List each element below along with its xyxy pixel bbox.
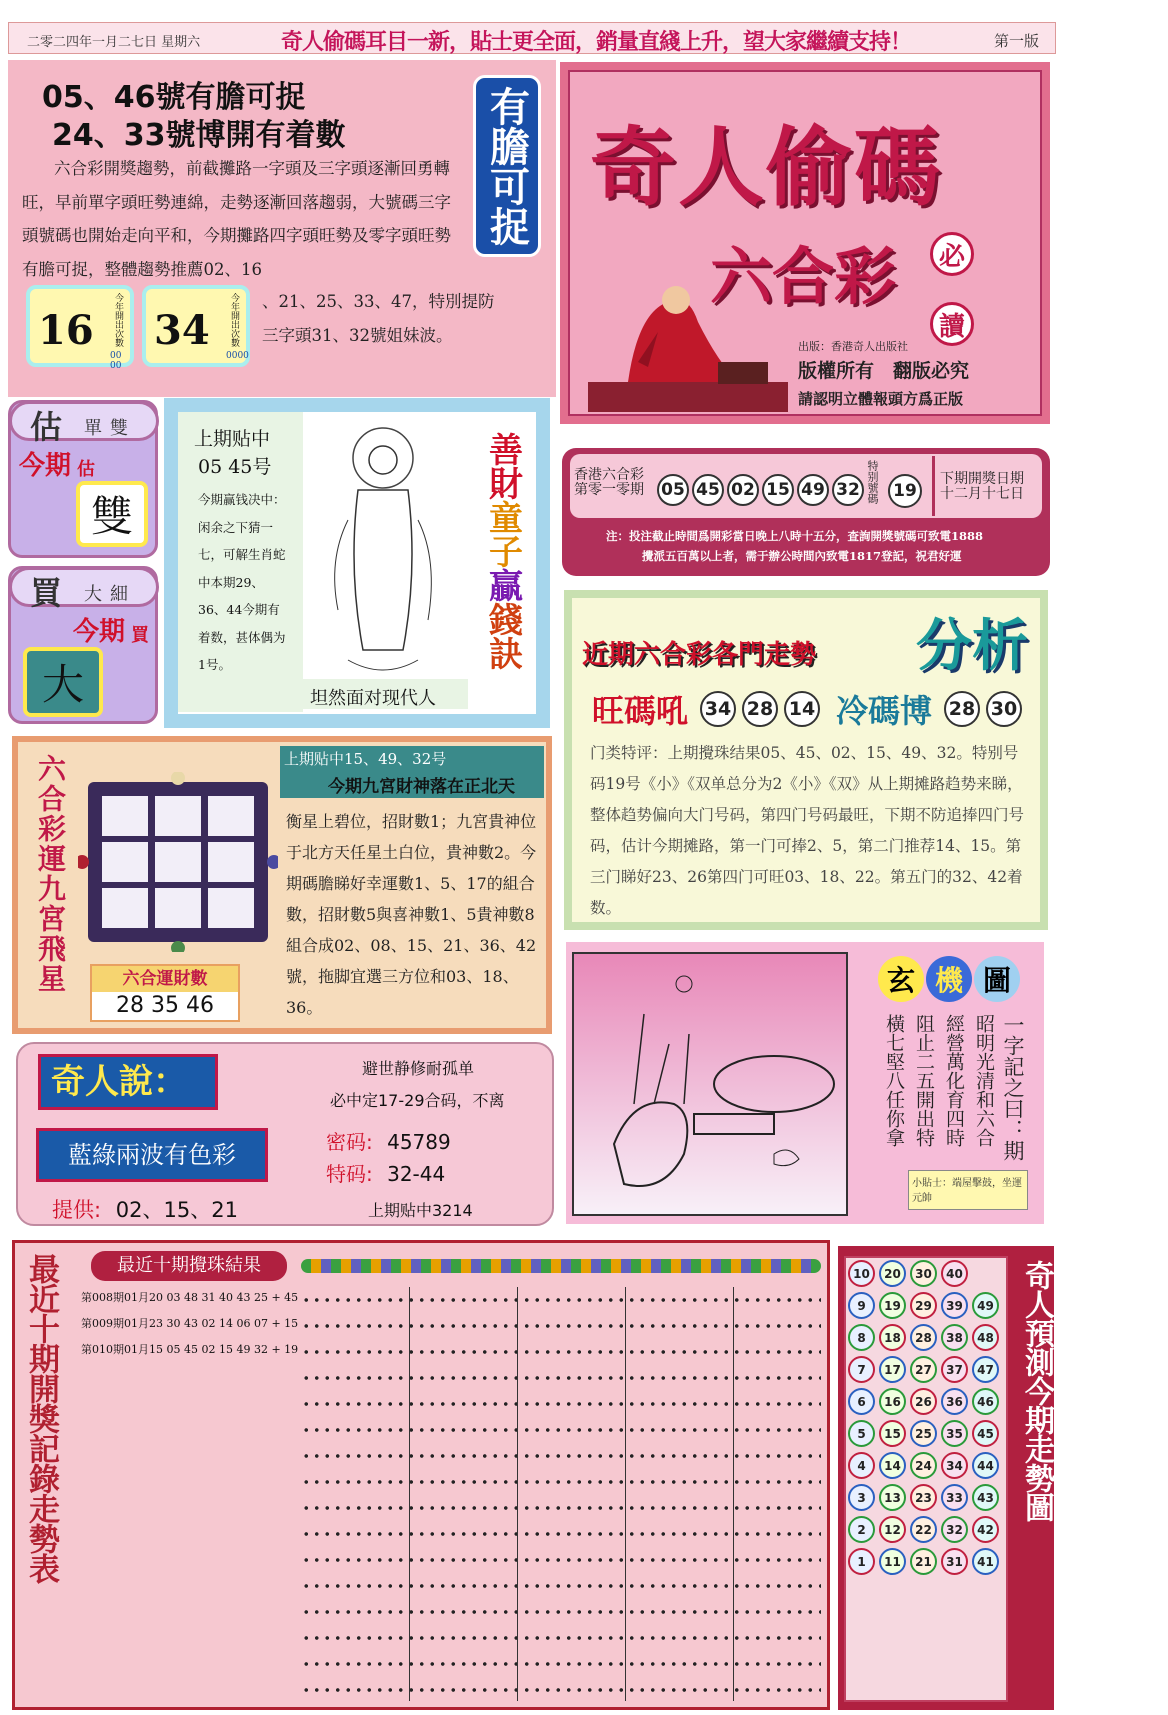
hot-row: 旺碼吼 34 28 14 冷碼博 28 30	[592, 686, 1022, 732]
count-card-2: 34 今年開出次數 0000	[142, 285, 250, 367]
predict-ball: 11	[879, 1548, 906, 1575]
cold-ball: 30	[986, 691, 1022, 727]
buy-answer: 大	[23, 647, 103, 717]
predict-ball: 3	[848, 1484, 875, 1511]
predict-ball: 30	[910, 1260, 937, 1287]
must-circle: 必	[930, 232, 974, 276]
predict-ball: 25	[910, 1420, 937, 1447]
predict-ball: 49	[972, 1292, 999, 1319]
heading-1: 05、46號有膽可捉	[42, 80, 306, 115]
sage-illustration	[588, 272, 788, 412]
pond-illustration	[574, 954, 846, 1214]
draw-ball: 32	[832, 474, 864, 506]
hot-ball: 14	[784, 691, 820, 727]
child-hit: 上期贴中	[194, 428, 271, 450]
xuanji-title: 玄 機 圖	[878, 956, 1020, 1002]
predict-ball: 9	[848, 1292, 875, 1319]
predict-ball: 24	[910, 1452, 937, 1479]
predict-ball: 21	[910, 1548, 937, 1575]
nine-vtitle: 六合彩運九宮飛星	[34, 754, 67, 994]
notice: 請認明立體報頭方爲正版	[798, 390, 964, 408]
nine-body: 衡星上碧位，招財數1；九宮貴神位于北方天任星土白位，貴神數2。今期碼膽睇好幸運數1、5、17的組合數，招財數5與喜神數1、5貴神數8組合成02、08、15、21、36、42號，拖脚宜選三方位和03、18、36。	[286, 812, 537, 1017]
draw-note-1: 注：投注截止時間爲開彩當日晚上八時十五分，查詢開獎號碼可致電1888	[606, 529, 984, 543]
history-vtitle: 最近十期開獎記錄走勢表	[23, 1253, 59, 1583]
nine-palace-panel	[12, 736, 552, 1034]
heading-2: 24、33號博開有着數	[52, 118, 346, 153]
predict-ball: 19	[879, 1292, 906, 1319]
predict-ball: 43	[972, 1484, 999, 1511]
child-hit-nums: 05 45号	[198, 456, 272, 478]
special-ball: 19	[888, 474, 922, 508]
predict-ball: 37	[941, 1356, 968, 1383]
predict-ball: 41	[972, 1548, 999, 1575]
predict-ball: 38	[941, 1324, 968, 1351]
number-header	[301, 1259, 821, 1273]
guess-header: 估 單雙	[9, 401, 159, 441]
predict-ball: 1	[848, 1548, 875, 1575]
predict-ball: 31	[941, 1548, 968, 1575]
qiren-panel	[16, 1042, 554, 1226]
predict-ball: 14	[879, 1452, 906, 1479]
qiren-line-2: 必中定17-29合码，不离	[330, 1091, 505, 1110]
predict-ball: 10	[848, 1260, 875, 1287]
guess-answer: 雙	[76, 481, 148, 547]
draw-ball: 49	[797, 474, 829, 506]
predict-ball: 5	[848, 1420, 875, 1447]
password-row: 密码: 45789	[326, 1130, 451, 1154]
nine-headline: 今期九宮財神落在正北天	[328, 777, 515, 797]
draw-note-2: 攪派五百萬以上者，需于辦公時間內致電1817登記，祝君好運	[642, 549, 962, 563]
read-circle: 讀	[930, 302, 974, 346]
provide-row: 提供: 02、15、21	[52, 1198, 238, 1222]
predict-ball: 6	[848, 1388, 875, 1415]
rights: 版權所有 翻版必究	[798, 360, 970, 382]
predict-ball: 46	[972, 1388, 999, 1415]
child-riddle: 今期赢钱决中：闲余之下猜一七，可解生肖蛇中本期29、36、44今期有着数，甚体偶为1号。	[198, 492, 286, 672]
predict-ball: 20	[879, 1260, 906, 1287]
special-code-row: 特码: 32-44	[326, 1162, 446, 1186]
predict-ball: 7	[848, 1356, 875, 1383]
predict-ball: 26	[910, 1388, 937, 1415]
xuanji-panel	[566, 942, 1044, 1224]
qiren-title: 奇人說：	[38, 1054, 218, 1110]
lucky-box: 六合運財數 28 35 46	[90, 964, 240, 1022]
logo-subtitle: 六合彩	[710, 240, 897, 313]
header-bar	[8, 22, 1056, 54]
nine-palace-chart	[78, 772, 278, 952]
predict-ball: 29	[910, 1292, 937, 1319]
blue-green-note: 藍綠兩波有色彩	[36, 1128, 268, 1182]
draw-panel	[562, 448, 1050, 576]
intro-paragraph-2: 、21、25、33、47，特別提防三字頭31、32號姐妹波。	[262, 292, 495, 345]
predict-ball: 12	[879, 1516, 906, 1543]
xuanji-poem: 一字記之曰：期 昭明光清和六合 經營萬化育四時 阻止二五開出特 橫七堅八任你拿	[883, 1014, 1025, 1161]
predict-ball: 45	[972, 1420, 999, 1447]
predict-ball: 44	[972, 1452, 999, 1479]
history-title: 最近十期攪珠結果	[91, 1251, 287, 1281]
predict-ball: 36	[941, 1388, 968, 1415]
guess-panel: 估 單雙 今期 估 雙	[8, 400, 158, 558]
predict-ball: 8	[848, 1324, 875, 1351]
predict-ball: 28	[910, 1324, 937, 1351]
draw-ball: 05	[657, 474, 689, 506]
predict-ball: 22	[910, 1516, 937, 1543]
predict-grid	[848, 1260, 1008, 1575]
draw-ball: 02	[727, 474, 759, 506]
count-card-1: 16 今年開出次數 00 00	[26, 285, 134, 367]
special-label: 特别號碼	[866, 460, 879, 504]
trend-panel	[564, 590, 1048, 930]
predict-panel	[838, 1246, 1054, 1710]
publisher: 出版：香港奇人出版社	[798, 340, 908, 353]
trend-text: 门类特评：上期攪珠结果05、45、02、15、49、32。特别号码19号《小》《双单总分为2《小》《双》从上期摊路趋势来睇，整体趋势偏向大门号码，第四门号码最旺，下期不防追捧四门号码，估计今期摊路，第一门可捧2、5，第二门推荐14、15。第三门睇好23、26第四门可旺03、18、22。第五门的32、42着数。	[590, 744, 1025, 917]
history-row: 第009期01月23 30 43 02 14 06 07 + 15	[81, 1317, 299, 1330]
predict-ball: 39	[941, 1292, 968, 1319]
logo-panel	[560, 62, 1050, 424]
history-panel	[12, 1240, 830, 1710]
predict-ball: 13	[879, 1484, 906, 1511]
predict-ball: 33	[941, 1484, 968, 1511]
predict-ball: 34	[941, 1452, 968, 1479]
buy-panel: 買 大細 今期 買 大	[8, 566, 158, 724]
predict-vtitle: 奇人預測今期走勢圖	[1019, 1260, 1054, 1521]
predict-ball: 32	[941, 1516, 968, 1543]
qiren-line-1: 避世静修耐孤单	[362, 1059, 475, 1078]
logo-title: 奇人偷碼	[590, 117, 942, 218]
predict-ball: 23	[910, 1484, 937, 1511]
predict-ball: 2	[848, 1516, 875, 1543]
qiren-hit: 上期贴中3214	[368, 1201, 473, 1220]
trend-title: 近期六合彩各門走勢	[582, 640, 817, 670]
hot-ball: 28	[742, 691, 778, 727]
trend-title-2: 分析	[916, 614, 1028, 679]
nine-hit: 上期贴中15、49、32号	[284, 750, 447, 768]
draw-ball: 15	[762, 474, 794, 506]
predict-ball: 47	[972, 1356, 999, 1383]
child-vtitle: 善財 童子 贏 錢訣	[482, 432, 523, 670]
predict-ball: 27	[910, 1356, 937, 1383]
predict-ball: 42	[972, 1516, 999, 1543]
buy-header: 買 大細	[9, 567, 159, 607]
draw-numbers	[657, 474, 864, 506]
predict-ball: 16	[879, 1388, 906, 1415]
intro-paragraph: 六合彩開獎趨勢，前截攤路一字頭及三字頭逐漸回勇轉旺，早前單字頭旺勢連綿，走勢逐漸回落趨弱，大號碼三字頭號碼也開始走向平和，今期攤路四字頭旺勢及零字頭旺勢有膽可捉，整體趨勢推薦02、16	[22, 159, 451, 279]
predict-ball: 40	[941, 1260, 968, 1287]
hot-ball: 34	[700, 691, 736, 727]
draw-ball: 45	[692, 474, 724, 506]
vertical-tag: 有膽可捉	[473, 75, 541, 257]
predict-ball: 48	[972, 1324, 999, 1351]
cold-ball: 28	[944, 691, 980, 727]
history-row: 第008期01月20 03 48 31 40 43 25 + 45	[81, 1291, 299, 1304]
history-grid	[301, 1287, 821, 1701]
draw-label: 香港六合彩 第零一零期	[574, 467, 644, 498]
child-caption: 坦然面对现代人	[310, 688, 436, 709]
predict-ball: 17	[879, 1356, 906, 1383]
child-panel	[164, 398, 550, 728]
lucky-numbers: 28 35 46	[116, 993, 214, 1018]
header-slogan: 奇人偷碼耳目一新，貼士更全面，銷量直綫上升，望大家繼續支持！	[281, 30, 912, 55]
next-draw: 下期開獎日期 十二月十七日	[940, 471, 1024, 502]
predict-ball: 4	[848, 1452, 875, 1479]
header-edition: 第一版	[994, 32, 1040, 50]
xuanji-tip: 小貼士：端屋擊鼓，坐運元帥	[908, 1170, 1028, 1210]
history-row: 第010期01月15 05 45 02 15 49 32 + 19	[81, 1343, 299, 1356]
child-illustration	[308, 420, 458, 690]
predict-ball: 15	[879, 1420, 906, 1447]
predict-ball: 35	[941, 1420, 968, 1447]
top-left-panel	[8, 60, 556, 397]
header-date: 二零二四年一月二七日 星期六	[27, 35, 201, 50]
predict-ball: 18	[879, 1324, 906, 1351]
